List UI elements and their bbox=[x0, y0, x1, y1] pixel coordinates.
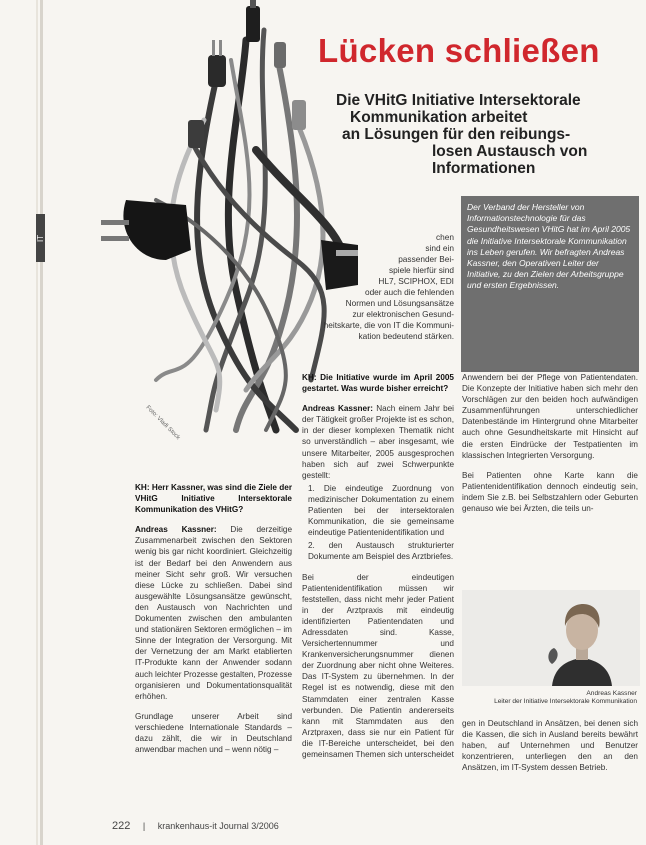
subtitle-line: Die VHitG Initiative Intersektorale bbox=[336, 92, 581, 109]
question-label: KH: bbox=[302, 373, 317, 382]
text-column-3-continued bbox=[462, 718, 638, 782]
intro-line: oder auch die fehlenden bbox=[364, 287, 454, 297]
subtitle-line: Informationen bbox=[432, 160, 536, 177]
question-text: Herr Kassner, was sind die Ziele der VHitG Initiative Intersektorale Kommunikation des VHitG? bbox=[135, 483, 293, 515]
intro-line: HL7, SCIPHOX, EDI bbox=[378, 276, 454, 286]
answer-text: Die derzeitige Zusammenarbeit zwischen den Sektoren wenig bis gar nicht koordiniert. Gleichzeitig ist der Bedarf bei den Anwendern aus meiner Sicht sehr groß. Wir versuchen diese Lücke zu schließen. Dabei sind ausgewählte Lösungsansätze gewünscht, den Austausch von Nachrichten und Dokumenten zwischen den ambulanten und stationären Sektoren ermöglichen – im Sinne der Integration der Versorgung. Mit der Vernetzung der am Markt etablierten IT-Produkte kann der Anwender sodann auch leichter Prozesse gestalten, Prozesse organisieren und Dokumentationsqualität erhöhen. bbox=[135, 525, 293, 701]
answer-paragraph bbox=[135, 524, 292, 702]
page-inner-edge bbox=[36, 0, 38, 845]
subtitle-line: Kommunikation arbeitet bbox=[350, 109, 528, 126]
answer-paragraph: Grundlage unserer Arbeit sind verschiedene Internationale Standards – dazu zählt, die wir in Deutschland anwendbar machen und – wenn nötig – bbox=[135, 711, 292, 755]
journal-name: krankenhaus-it Journal 3/2006 bbox=[157, 821, 279, 831]
intro-line: zur elektronischen Gesund- bbox=[352, 309, 454, 319]
section-tab: IT bbox=[36, 214, 45, 262]
article-subtitle bbox=[336, 92, 636, 177]
list-item: 1. Die eindeutige Zuordnung von medizinischer Dokumentation zu einem Patienten bei der intersektoralen Kommunikation, die sie gemeinsame eindeutige Patientenidentifikation und bbox=[308, 483, 454, 538]
text-column-2 bbox=[302, 372, 454, 769]
portrait-caption bbox=[462, 690, 637, 707]
photo-credit: Foto: Vladi Stock bbox=[144, 404, 181, 442]
page-number: 222 bbox=[112, 820, 131, 832]
intro-line: Normen und Lösungsansätze bbox=[345, 298, 454, 308]
text-column-1 bbox=[135, 482, 292, 764]
answer-paragraph: Bei der eindeutigen Patientenidentifikation müssen wir feststellen, dass nicht mehr jeder Patient in der Arztpraxis mit eindeutig identifizierten Patientendaten und Adressdaten sind. Kasse, Versichertennummer und Krankenversicherungsnummer dienen der Zuordnung aber nicht ohne Weiteres. Das IT-System zu übernehmen. In der Regel ist es notwendig, diese mit den Stammdaten einer zentralen Kasse verbunden. Die Patientin andererseits kann mit Stammdaten aus den Arztpraxen, dass sie nur ein Patient für die IT-Bereiche unterscheidet, bei den gemeinsamen Themen sich unterscheidet bbox=[302, 572, 454, 759]
intro-line: sind ein bbox=[425, 243, 454, 253]
intro-line: passender Bei- bbox=[398, 254, 454, 264]
teaser-box: Der Verband der Hersteller von Informationstechnologie für das Gesundheitswesen VHitG hat im April 2005 die Initiative Intersektorale Kommunikation ins Leben gerufen. Wir befragten Andreas Kassner, den Operativen Leiter der Initiative, zu den Zielen der Arbeitsgruppe und ersten Ergebnissen. bbox=[461, 196, 639, 372]
question-label: KH: bbox=[135, 483, 150, 492]
intro-line: kation bedeutend stärken. bbox=[358, 331, 454, 341]
intro-text bbox=[312, 232, 454, 342]
portrait-photo bbox=[462, 590, 640, 686]
question-text: Die Initiative wurde im April 2005 gestartet. Was wurde bisher erreicht? bbox=[302, 373, 454, 394]
answer-label: Andreas Kassner: bbox=[302, 404, 373, 414]
caption-role: Leiter der Initiative Intersektorale Kommunikation bbox=[494, 698, 637, 706]
article-title: Lücken schließen bbox=[318, 32, 600, 69]
answer-label: Andreas Kassner: bbox=[135, 525, 217, 535]
list-item: 2. den Austausch strukturierter Dokumente am Beispiel des Arztbriefes. bbox=[308, 541, 454, 562]
answer-text: Nach einem Jahr bei der Tätigkeit großer Projekte ist es schon, in der dieser komplexen Thematik nicht so unverständlich – aber insgesamt, wie unsere Mitarbeiter, 2005 ausgesprochen haben sich auf zwei Schwerpunkte gestellt: bbox=[302, 404, 455, 480]
answer-paragraph: Bei Patienten ohne Karte kann die Patientenidentifikation dennoch eindeutig sein, indem Sie z.B. bei Selbstzahlern oder Geburten genauso wie bei Ärzten, die teils un- bbox=[462, 470, 638, 514]
question-paragraph bbox=[302, 372, 454, 394]
text-column-3 bbox=[462, 372, 638, 523]
answer-paragraph bbox=[302, 403, 454, 481]
answer-paragraph: gen in Deutschland in Ansätzen, bei denen sich die Kassen, die sich in Ausland bereits bewährt haben, auf Unternehmen und Benutzer konzentrieren, unterliegen den an den Ansätzen, im IT-System dessen Betrieb. bbox=[462, 719, 638, 773]
intro-line: chen bbox=[436, 232, 454, 242]
intro-line: heitskarte, die von IT die Kommuni- bbox=[323, 320, 454, 330]
page-spine bbox=[40, 0, 43, 845]
subtitle-line: losen Austausch von bbox=[432, 143, 588, 160]
question-paragraph bbox=[135, 482, 292, 515]
intro-line: spiele hierfür sind bbox=[388, 265, 454, 275]
answer-paragraph: Anwendern bei der Pflege von Patientendaten. Die Konzepte der Initiative haben sich mehr den Vorschlägen zur den beiden hoch aufwändigen Zusammenführungen unterschiedlicher Datenbestände im Hintergrund ohne Mitarbeiter auch ohne Gesundheitskarte mit Hinsicht auf die ersten Eindrücke der Testpatienten im klassischen Integrierten Versorgung. bbox=[462, 373, 638, 460]
caption-name: Andreas Kassner bbox=[586, 690, 637, 697]
footer-separator: | bbox=[142, 821, 146, 831]
page-footer bbox=[112, 820, 279, 832]
subtitle-line: an Lösungen für den reibungs- bbox=[342, 126, 571, 143]
